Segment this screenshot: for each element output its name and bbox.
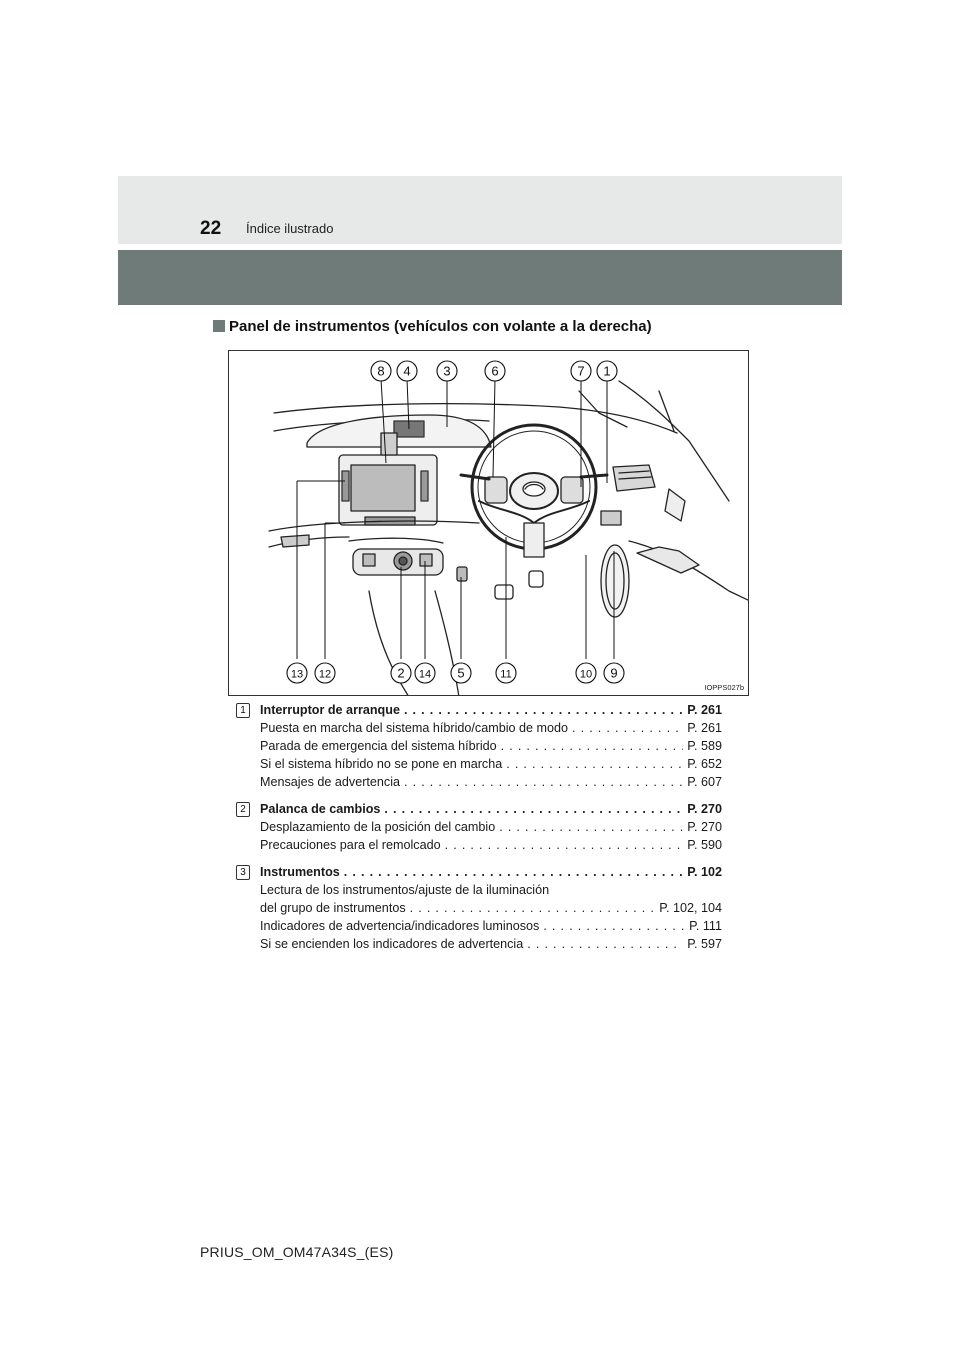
page-reference[interactable]: P. 597 [687, 937, 722, 951]
entry-item: Lectura de los instrumentos/ajuste de la iluminación [260, 883, 550, 897]
callout-label: 6 [491, 363, 499, 379]
top-callout-6 [485, 361, 505, 381]
entry-2 [236, 802, 722, 856]
title-band [118, 250, 842, 305]
entry-item: Puesta en marcha del sistema híbrido/cambio de modo . . . P. 261 [260, 721, 722, 739]
callout-label: 3 [443, 363, 451, 379]
entry-title-line [260, 802, 722, 820]
bottom-callout-12 [315, 663, 335, 683]
bottom-callout-13 [287, 663, 307, 683]
entry-1 [236, 703, 722, 793]
callout-label: 8 [377, 363, 385, 379]
dashboard-illustration [228, 350, 749, 696]
bottom-callout-9 [604, 663, 624, 683]
entry-item: Precauciones para el remolcado . . . P. 590 [260, 838, 722, 856]
page-reference[interactable]: P. 652 [687, 757, 722, 771]
bottom-callout-5 [451, 663, 471, 683]
header-band [118, 176, 842, 244]
entry-number: 1 [236, 703, 250, 718]
entry-item: Mensajes de advertencia . . . P. 607 [260, 775, 722, 793]
callout-label: 1 [603, 363, 611, 379]
entry-title: Palanca de cambios [260, 802, 381, 816]
entry-item: del grupo de instrumentos . . . P. 102, 104 [260, 901, 722, 919]
entry-number: 2 [236, 802, 250, 817]
callout-label: 2 [397, 665, 405, 681]
page-reference[interactable]: P. 111 [689, 919, 722, 933]
page-reference[interactable]: P. 589 [687, 739, 722, 753]
entry-number: 3 [236, 865, 250, 880]
page-reference[interactable]: P. 270 [687, 802, 722, 816]
entry-item: Si el sistema híbrido no se pone en marcha . . . P. 652 [260, 757, 722, 775]
page-reference[interactable]: P. 102 [687, 865, 722, 879]
figure-code: IOPPS027b [704, 683, 744, 692]
page-reference[interactable]: P. 102, 104 [659, 901, 722, 915]
entry-3 [236, 865, 722, 955]
page-reference[interactable]: P. 261 [687, 721, 722, 735]
top-callout-1 [597, 361, 617, 381]
page-reference[interactable]: P. 261 [687, 703, 722, 717]
page-reference[interactable]: P. 590 [687, 838, 722, 852]
entry-title-line [260, 703, 722, 721]
callout-label: 7 [577, 363, 585, 379]
callout-label: 12 [318, 668, 332, 681]
entry-title: Interruptor de arranque [260, 703, 400, 717]
callout-label: 11 [500, 668, 512, 681]
bottom-callout-11 [496, 663, 516, 683]
entry-item: Indicadores de advertencia/indicadores luminosos . . . P. 111 [260, 919, 722, 937]
heading-square-icon [213, 320, 225, 332]
section-heading-text: Panel de instrumentos (vehículos con volante a la derecha) [229, 318, 652, 335]
callout-label: 4 [403, 363, 411, 379]
top-callout-4 [397, 361, 417, 381]
page-number: 22 [200, 218, 222, 239]
callout-label: 14 [418, 668, 432, 681]
document-code: PRIUS_OM_OM47A34S_(ES) [200, 1244, 394, 1260]
callout-label: 5 [457, 665, 465, 681]
bottom-callout-2 [391, 663, 411, 683]
entry-item: Desplazamiento de la posición del cambio . . . P. 270 [260, 820, 722, 838]
entry-title-line [260, 865, 722, 883]
entry-item: Parada de emergencia del sistema híbrido . . . P. 589 [260, 739, 722, 757]
section-name: Índice ilustrado [246, 221, 334, 236]
top-callout-7 [571, 361, 591, 381]
entry-item: Si se encienden los indicadores de advertencia . . . P. 597 [260, 937, 722, 955]
callout-label: 10 [579, 668, 593, 681]
dashboard-drawing [229, 351, 749, 696]
top-callout-3 [437, 361, 457, 381]
page-reference[interactable]: P. 607 [687, 775, 722, 789]
top-callout-8 [371, 361, 391, 381]
section-heading [213, 318, 652, 335]
page-reference[interactable]: P. 270 [687, 820, 722, 834]
entry-title: Instrumentos [260, 865, 340, 879]
callout-label: 9 [610, 665, 618, 681]
entry-list [236, 703, 722, 964]
bottom-callout-10 [576, 663, 596, 683]
callout-label: 13 [290, 668, 304, 681]
bottom-callout-14 [415, 663, 435, 683]
